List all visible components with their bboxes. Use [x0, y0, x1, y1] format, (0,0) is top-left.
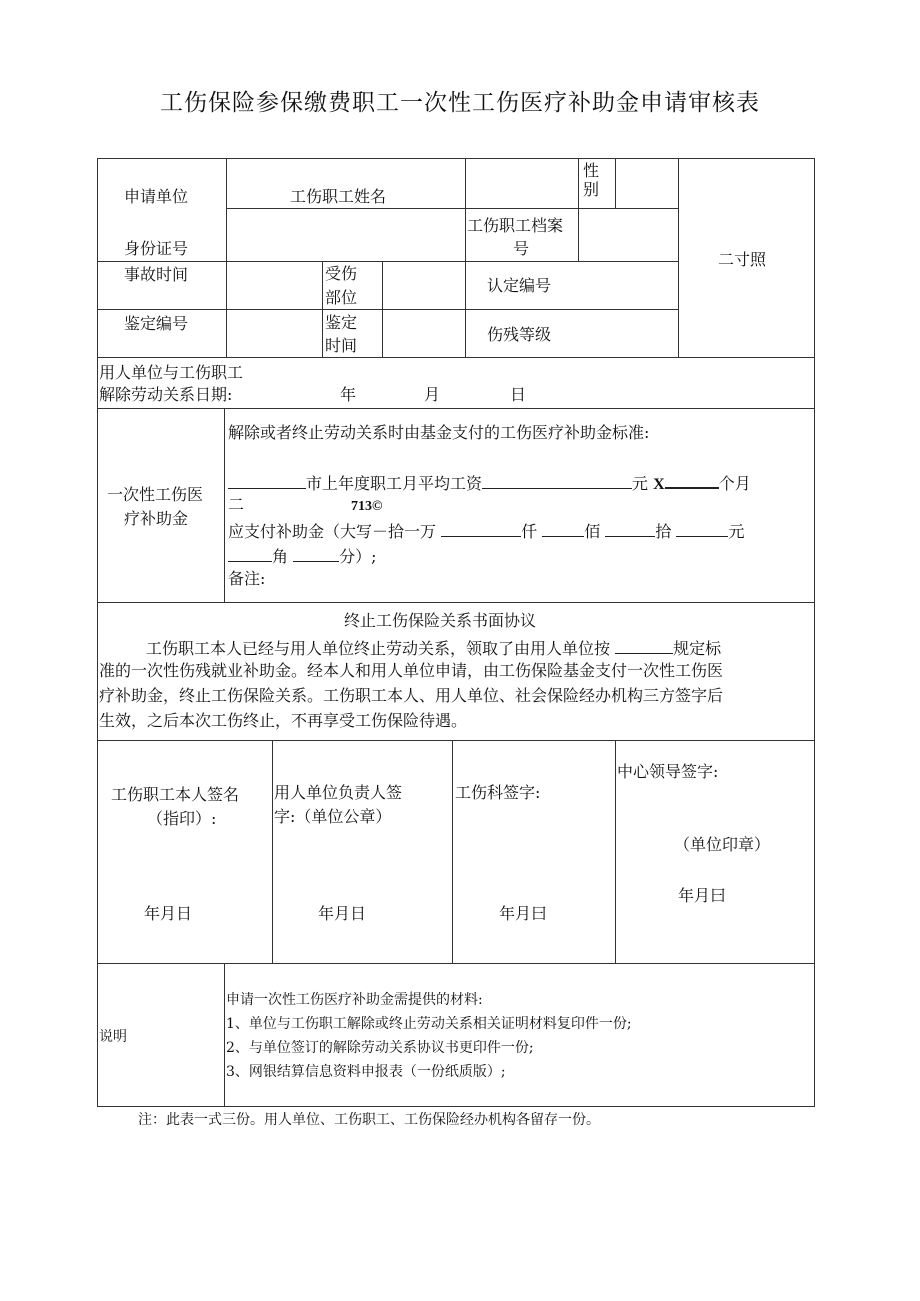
payable-text: 应支付补助金（大写－拾一万: [228, 522, 437, 541]
bai-label: 佰: [584, 522, 601, 541]
center-seal-label: （单位印章）: [674, 835, 771, 854]
termination-label-2: 解除劳动关系日期:: [99, 385, 233, 404]
yuan-unit: 元: [728, 522, 745, 541]
employer-signature-label-2: 字:（单位公章）: [274, 807, 392, 826]
grid-line: [97, 357, 815, 358]
jiao-blank[interactable]: [293, 544, 339, 562]
explanation-label: 说明: [99, 1029, 127, 1045]
grid-line: [97, 602, 815, 603]
jiao-label: 角: [272, 547, 289, 566]
recognition-no-label: 认定编号: [487, 276, 552, 295]
appraisal-time-label-2: 时间: [325, 336, 358, 355]
employer-signature-date: 年月日: [318, 904, 367, 923]
grid-line: [97, 261, 678, 262]
bai-blank[interactable]: [605, 519, 655, 537]
agreement-line-1-end: 规定标: [673, 639, 722, 658]
injury-part-label-1: 受伤: [325, 264, 358, 283]
standard-blank[interactable]: [615, 636, 673, 654]
employer-signature-label-1: 用人单位负责人签: [274, 783, 403, 802]
worker-name-label: 工伤职工姓名: [290, 187, 387, 206]
explanation-intro: 申请一次性工伤医疗补助金需提供的材料:: [226, 992, 483, 1008]
appraisal-time-label-1: 鉴定: [325, 313, 358, 332]
shi-label: 拾: [655, 522, 672, 541]
agreement-line-3: 疗补助金，终止工伤保险关系。工伤职工本人、用人单位、社会保险经办机构三方签字后: [99, 686, 724, 705]
archive-no-label-1: 工伤职工档案: [467, 216, 564, 235]
agreement-line-2: 准的一次性伤残就业补助金。经本人和用人单位申请，由工伤保险基金支付一次性工伤医: [99, 661, 724, 680]
grid-line: [382, 261, 383, 358]
agreement-line-1-text: 工伤职工本人已经与用人单位终止劳动关系，领取了由用人单位按: [146, 639, 611, 658]
subsidy-label-2: 疗补助金: [124, 509, 189, 528]
grid-line: [97, 963, 815, 964]
disability-level-label: 伤残等级: [487, 325, 552, 344]
eq-mark: 二: [228, 495, 245, 514]
footnote: 注：此表一式三份。用人单位、工伤职工、工伤保险经办机构各留存一份。: [138, 1112, 600, 1128]
x-mark: X: [653, 476, 665, 493]
appraisal-no-label: 鉴定编号: [124, 314, 189, 333]
yuan-label: 元: [632, 474, 649, 493]
table-border-bottom: [97, 1106, 815, 1107]
wan-blank[interactable]: [441, 519, 521, 537]
grid-line: [226, 208, 678, 209]
city-blank[interactable]: [228, 471, 306, 489]
termination-day: 日: [510, 385, 527, 404]
apply-unit-label: 申请单位: [124, 187, 189, 206]
table-border-left: [97, 158, 98, 1107]
grid-line: [97, 740, 815, 741]
jiao-line: [228, 544, 377, 568]
grid-line: [97, 309, 678, 310]
explanation-item: 2、与单位签订的解除劳动关系协议书更印件一份;: [226, 1040, 534, 1056]
subsidy-standard-text: 解除或者终止劳动关系时由基金支付的工伤医疗补助金标准:: [228, 423, 650, 442]
center-signature-date: 年月曰: [678, 886, 727, 905]
wage-blank[interactable]: [482, 471, 632, 489]
termination-month: 月: [424, 385, 441, 404]
agreement-line-1: [146, 636, 721, 660]
grid-line: [97, 408, 815, 409]
months-blank[interactable]: [665, 470, 719, 489]
injury-part-label-2: 部位: [325, 288, 358, 307]
gender-label-2: 别: [583, 180, 600, 199]
subsidy-label-1: 一次性工伤医: [107, 485, 204, 504]
explanation-item: 1、单位与工伤职工解除或终止劳动关系相关证明材料复印件一份;: [226, 1016, 632, 1032]
worker-signature-label-2: （指印）:: [147, 809, 217, 828]
table-border-right: [814, 158, 815, 1107]
termination-label-1: 用人单位与工伤职工: [99, 363, 244, 382]
months-label: 个月: [718, 474, 751, 493]
qian-blank[interactable]: [542, 519, 584, 537]
grid-line: [578, 158, 579, 262]
worker-signature-date: 年月日: [144, 904, 193, 923]
grid-line: [272, 740, 273, 964]
city-wage-text: 市上年度职工月平均工资: [306, 474, 483, 493]
grid-line: [452, 740, 453, 964]
grid-line: [615, 158, 616, 209]
grid-line: [226, 158, 227, 358]
grid-line: [615, 740, 616, 964]
city-wage-line: [228, 470, 751, 496]
termination-year: 年: [340, 385, 357, 404]
id-number-label: 身份证号: [124, 239, 189, 258]
section-signature-date: 年月曰: [499, 904, 548, 923]
grid-line: [224, 408, 225, 603]
grid-line: [224, 963, 225, 1107]
explanation-item: 3、网银结算信息资料申报表（一份纸质版）;: [226, 1064, 506, 1080]
gender-label-1: 性: [583, 161, 600, 180]
shi-blank[interactable]: [676, 519, 728, 537]
agreement-title: 终止工伤保险关系书面协议: [344, 611, 537, 630]
archive-no-label-2: 号: [513, 239, 530, 258]
worker-signature-label-1: 工伤职工本人签名: [111, 785, 240, 804]
remark-label: 备注:: [228, 569, 266, 588]
section-signature-label: 工伤科签字:: [455, 783, 541, 802]
payable-line: [228, 519, 744, 543]
grid-line: [678, 158, 679, 358]
accident-time-label: 事故时间: [124, 265, 189, 284]
table-border-top: [97, 158, 815, 159]
yuan-blank[interactable]: [228, 544, 272, 562]
qian-label: 仟: [521, 522, 538, 541]
agreement-line-4: 生效，之后本次工伤终止，不再享受工伤保险待遇。: [99, 711, 468, 730]
form-title: 工伤保险参保缴费职工一次性工伤医疗补助金申请审核表: [160, 90, 760, 116]
center-signature-label: 中心领导签字:: [617, 762, 719, 781]
fen-label: 分）;: [339, 547, 377, 566]
code-text: 713©: [351, 499, 383, 514]
photo-label: 二寸照: [718, 250, 767, 269]
grid-line: [465, 158, 466, 358]
grid-line: [322, 261, 323, 358]
